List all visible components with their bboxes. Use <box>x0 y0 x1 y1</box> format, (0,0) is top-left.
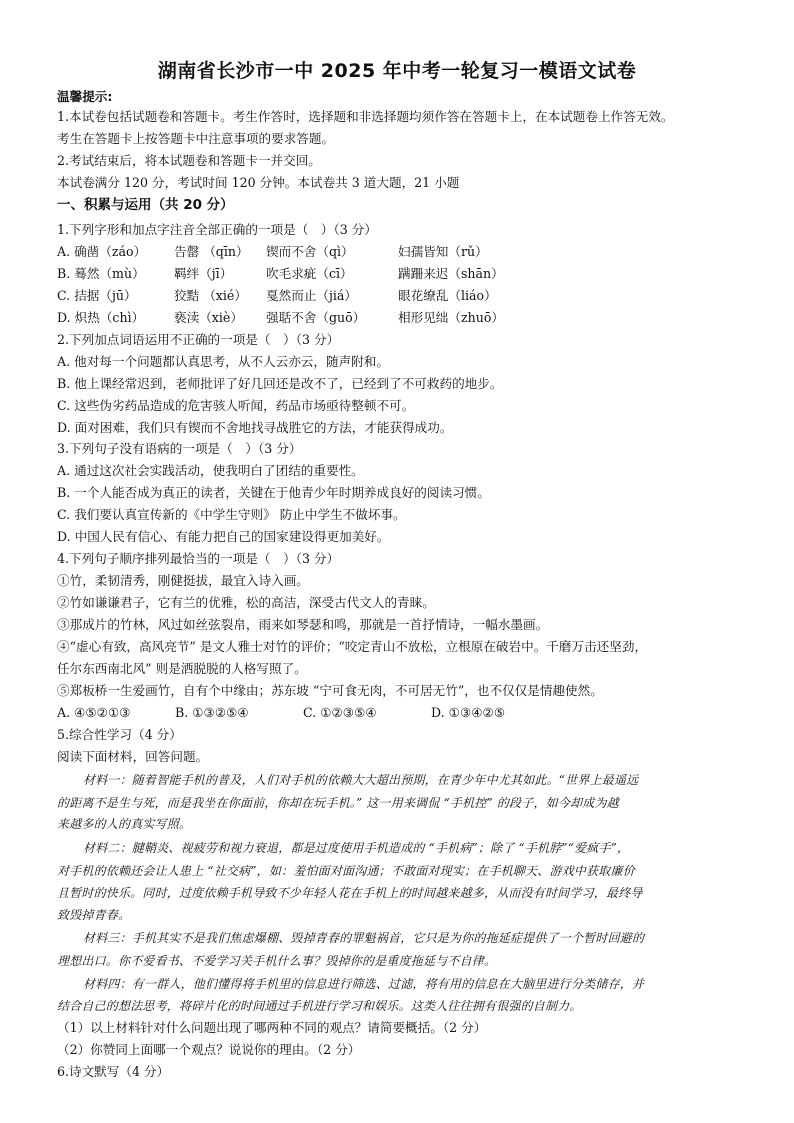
tip-line: 2.考试结束后，将本试题卷和答题卡一并交回。 <box>57 153 321 168</box>
material-line: 材料二：腱鞘炎、视疲劳和视力衰退，都是过度使用手机造成的 “手机病”；除了 “手机脖”“爱疯手”， <box>83 841 630 855</box>
tip-line: 本试卷满分 120 分，考试时间 120 分钟。本试卷共 3 道大题，21 小题 <box>57 175 460 190</box>
material-line: 材料三：手机其实不是我们焦虑爆棚、毁掉青春的罪魁祸首，它只是为你的拖延症提供了一个暂时回避的 <box>83 931 645 945</box>
material-line: 结合自己的想法思考，将碎片化的时间通过手机进行学习和娱乐。这类人往往拥有很强的自制力。 <box>57 999 582 1013</box>
sentence-item: ②竹如谦谦君子，它有兰的优雅，松的高洁，深受古代文人的青睐。 <box>57 595 435 610</box>
question-1-row <box>57 244 747 260</box>
option-item: A. 通过这次社会实践活动，使我明白了团结的重要性。 <box>57 463 364 478</box>
word-item: 吹毛求疵（cī） <box>266 266 353 281</box>
choice-item: D. ①③④②⑤ <box>431 705 506 720</box>
option-item: C. 我们要认真宣传新的《中学生守则》 防止中学生不做坏事。 <box>57 507 406 522</box>
question-1-stem: 1.下列字形和加点字注音全部正确的一项是（ ）（3 分） <box>57 222 377 237</box>
question-4-choices <box>57 705 747 721</box>
word-item: 强聒不舍（guō） <box>266 310 366 325</box>
question-1-row <box>57 288 747 304</box>
question-1-row <box>57 266 747 282</box>
sentence-item: ①竹，柔韧清秀，刚健挺拔，最宜入诗入画。 <box>57 573 309 588</box>
tips-heading: 温馨提示: <box>57 89 113 104</box>
word-item: 戛然而止（jiá） <box>266 288 358 303</box>
sub-question: （2）你赞同上面哪一个观点？说说你的理由。（2 分） <box>57 1042 361 1057</box>
word-item: 相形见绌（zhuō） <box>398 310 505 325</box>
material-line: 材料四：有一群人，他们懂得将手机里的信息进行筛选、过滤，将有用的信息在大脑里进行分类储存，并 <box>83 977 645 991</box>
word-item: 亵渎（xiè） <box>174 310 243 325</box>
page-title: 湖南省长沙市一中 2025 年中考一轮复习一模语文试卷 <box>157 60 637 82</box>
word-item: D. 炽热（chì） <box>57 310 145 325</box>
option-item: D. 中国人民有信心、有能力把自己的国家建设得更加美好。 <box>57 529 390 544</box>
sentence-item: ④“虚心有致，高风亮节” 是文人雅士对竹的评价；“咬定青山不放松，立根原在破岩中。千磨万击还坚劲， <box>57 639 648 654</box>
sentence-item: ③那成片的竹林，风过如丝弦裂帛，雨来如琴瑟和鸣，那就是一首抒情诗，一幅水墨画。 <box>57 617 549 632</box>
option-item: B. 一个人能否成为真正的读者，关键在于他青少年时期养成良好的阅读习惯。 <box>57 485 490 500</box>
material-line: 致毁掉青春。 <box>57 908 131 922</box>
word-item: C. 拮据（jū） <box>57 288 137 303</box>
material-line: 的距离不是生与死，而是我坐在你面前，你却在玩手机。” 这一用来调侃 “手机控” 的段子，如今却成为越 <box>57 796 619 810</box>
word-item: A. 确凿（záo） <box>57 244 147 259</box>
option-item: D. 面对困难，我们只有锲而不舍地找寻战胜它的方法，才能获得成功。 <box>57 420 453 435</box>
question-2-stem: 2.下列加点词语运用不正确的一项是（ ）（3 分） <box>57 332 340 347</box>
sentence-item: 任尔东西南北风” 则是洒脱脱的人格写照了。 <box>57 661 307 676</box>
question-3-stem: 3.下列句子没有语病的一项是（ ）（3 分） <box>57 441 302 456</box>
word-item: 羁绊（jī） <box>174 266 233 281</box>
material-line: 材料一：随着智能手机的普及，人们对手机的依赖大大超出预期，在青少年中尤其如此。“世界上最遥远 <box>83 773 639 787</box>
choice-item: A. ④⑤②①③ <box>57 705 131 720</box>
word-item: 锲而不舍（qì） <box>266 244 354 259</box>
word-item: 妇孺皆知（rǔ） <box>398 244 488 259</box>
word-item: 眼花缭乱（liáo） <box>398 288 497 303</box>
material-line: 且暂时的快乐。同时，过度依赖手机导致不少年轻人花在手机上的时间越来越多，从而没有时间学习，最终导 <box>57 886 643 900</box>
word-item: 蹒跚来迟（shān） <box>398 266 504 281</box>
question-6-stem: 6.诗文默写（4 分） <box>57 1064 170 1079</box>
option-item: B. 他上课经常迟到，老师批评了好几回还是改不了，已经到了不可救药的地步。 <box>57 376 503 391</box>
word-item: B. 蓦然（mù） <box>57 266 145 281</box>
question-1-row <box>57 310 747 326</box>
sentence-item: ⑤郑板桥一生爱画竹，自有个中缘由；苏东坡 “宁可食无肉，不可居无竹”，也不仅仅是情趣使然。 <box>57 683 603 698</box>
question-5-intro: 阅读下面材料，回答问题。 <box>57 749 209 764</box>
option-item: A. 他对每一个问题都认真思考，从不人云亦云，随声附和。 <box>57 354 389 369</box>
tip-line: 考生在答题卡上按答题卡中注意事项的要求答题。 <box>57 131 335 146</box>
choice-item: C. ①②③⑤④ <box>303 705 377 720</box>
word-item: 告罄 （qīn） <box>174 244 249 259</box>
question-4-stem: 4.下列句子顺序排列最恰当的一项是（ ）（3 分） <box>57 551 340 566</box>
section-heading: 一、积累与运用（共 20 分） <box>57 197 234 213</box>
option-item: C. 这些伪劣药品造成的危害骇人听闻，药品市场亟待整顿不可。 <box>57 398 415 413</box>
material-line: 来越多的人的真实写照。 <box>57 817 192 831</box>
question-5-stem: 5.综合性学习（4 分） <box>57 727 182 742</box>
choice-item: B. ①③②⑤④ <box>175 705 249 720</box>
tip-line: 1.本试卷包括试题卷和答题卡。考生作答时，选择题和非选择题均须作答在答题卡上，在本试题卷上作答无效。 <box>57 109 674 124</box>
material-line: 理想出口。你不爱看书、不爱学习关手机什么事？毁掉你的是重度拖延与不自律。 <box>57 954 497 968</box>
word-item: 狡黠 （xié） <box>174 288 247 303</box>
material-line: 对手机的依赖还会让人患上 “社交病”，如：羞怕面对面沟通；不敢面对现实；在手机聊天、游戏中获取廉价 <box>57 864 635 878</box>
sub-question: （1）以上材料针对什么问题出现了哪两种不同的观点？请简要概括。（2 分） <box>57 1020 487 1035</box>
